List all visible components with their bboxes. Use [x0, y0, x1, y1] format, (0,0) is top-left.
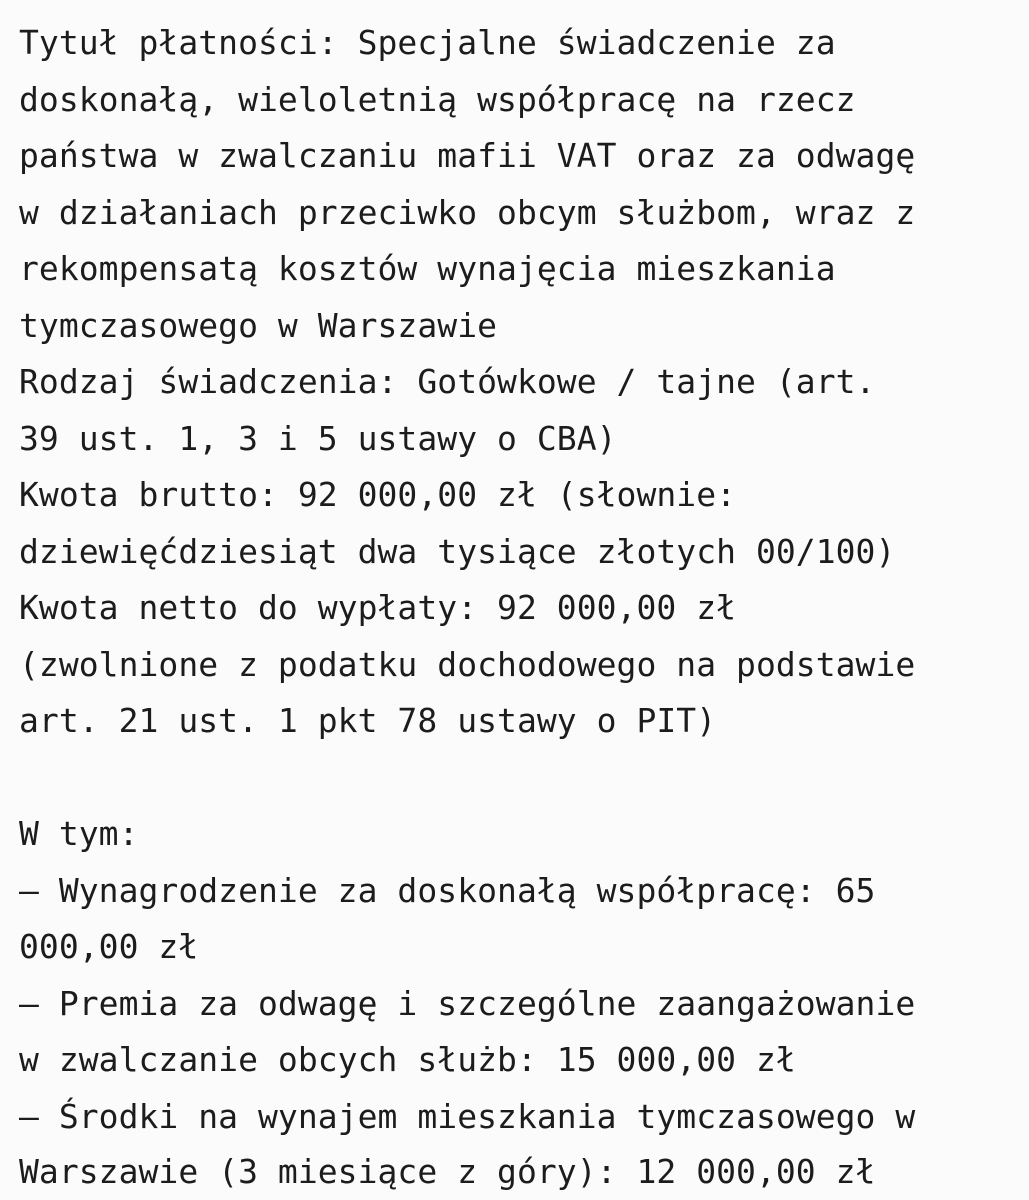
document-line: 000,00 zł [19, 927, 199, 966]
document-line: Kwota netto do wypłaty: 92 000,00 zł [19, 588, 737, 627]
document-line: rekompensatą kosztów wynajęcia mieszkania [19, 249, 836, 288]
document-line: Tytuł płatności: Specjalne świadczenie za [19, 23, 836, 62]
document-line: – Środki na wynajem mieszkania tymczasowego w [19, 1097, 916, 1136]
document-line: (zwolnione z podatku dochodowego na podstawie [19, 645, 916, 684]
document-line: tymczasowego w Warszawie [19, 306, 498, 345]
document-line: W tym: [19, 814, 139, 853]
document-line: Kwota brutto: 92 000,00 zł (słownie: [19, 475, 737, 514]
document-line: Rodzaj świadczenia: Gotówkowe / tajne (art. [19, 362, 876, 401]
document-line: Warszawie (3 miesiące z góry): 12 000,00 zł [19, 1152, 876, 1191]
document-line: art. 21 ust. 1 pkt 78 ustawy o PIT) [19, 701, 717, 740]
document-line: w zwalczanie obcych służb: 15 000,00 zł [19, 1040, 796, 1079]
document-line: dziewięćdziesiąt dwa tysiące złotych 00/100) [19, 532, 896, 571]
document-line: 39 ust. 1, 3 i 5 ustawy o CBA) [19, 419, 617, 458]
document-line: państwa w zwalczaniu mafii VAT oraz za odwagę [19, 136, 916, 175]
document-line: – Premia za odwagę i szczególne zaangażowanie [19, 984, 916, 1023]
document-line: – Wynagrodzenie za doskonałą współpracę: 65 [19, 871, 876, 910]
document-line: w działaniach przeciwko obcym służbom, wraz z [19, 193, 916, 232]
document-line: doskonałą, wieloletnią współpracę na rzecz [19, 80, 856, 119]
